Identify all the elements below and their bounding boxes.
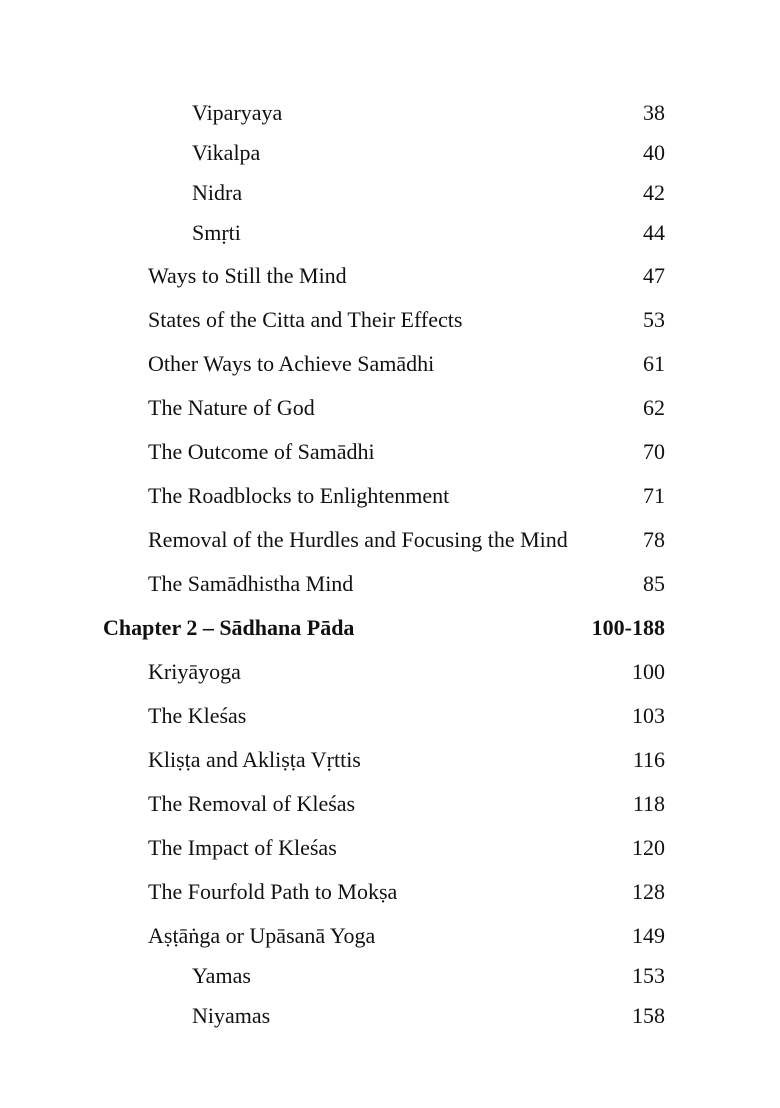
toc-entry bbox=[0, 393, 780, 423]
toc-entry bbox=[0, 218, 780, 248]
toc-entry-title: The Removal of Kleśas bbox=[148, 791, 356, 816]
toc-entry-page: 103 bbox=[632, 703, 665, 728]
toc-entry-title: The Outcome of Samādhi bbox=[148, 439, 375, 464]
toc-entry bbox=[0, 305, 780, 335]
toc-entry-page: 44 bbox=[643, 220, 665, 245]
toc-entry-page: 78 bbox=[643, 527, 665, 552]
toc-entry-page: 61 bbox=[643, 351, 665, 376]
toc-entry bbox=[0, 961, 780, 991]
toc-entry-title: Removal of the Hurdles and Focusing the Mind bbox=[148, 527, 568, 552]
toc-entry bbox=[0, 569, 780, 599]
toc-entry-title: The Kleśas bbox=[148, 703, 247, 728]
toc-entry bbox=[0, 877, 780, 907]
toc-entry-page: 120 bbox=[632, 835, 665, 860]
toc-entry-title: Viparyaya bbox=[192, 100, 283, 125]
toc-entry-page: 47 bbox=[643, 263, 665, 288]
toc-chapter-heading bbox=[0, 613, 780, 643]
toc-entry-page: 153 bbox=[632, 963, 665, 988]
toc-entry-page: 118 bbox=[632, 791, 665, 816]
toc-entry-title: The Samādhistha Mind bbox=[148, 571, 354, 596]
toc-entry bbox=[0, 261, 780, 291]
toc-entry bbox=[0, 525, 780, 555]
toc-entry-title: Vikalpa bbox=[192, 140, 261, 165]
toc-entry bbox=[0, 833, 780, 863]
toc-entry-page: 53 bbox=[643, 307, 665, 332]
toc-entry-page: 128 bbox=[632, 879, 665, 904]
toc-entry-page: 40 bbox=[643, 140, 665, 165]
toc-entry bbox=[0, 1001, 780, 1031]
toc-entry bbox=[0, 921, 780, 951]
toc-entry bbox=[0, 437, 780, 467]
toc-entry-title: Kriyāyoga bbox=[148, 659, 241, 684]
toc-entry-page: 85 bbox=[643, 571, 665, 596]
toc-entry-page: 42 bbox=[643, 180, 665, 205]
toc-entry-title: Ways to Still the Mind bbox=[148, 263, 347, 288]
toc-entry-title: Kliṣṭa and Akliṣṭa Vṛttis bbox=[148, 747, 361, 772]
toc-entry-title: Other Ways to Achieve Samādhi bbox=[148, 351, 435, 376]
toc-entry bbox=[0, 701, 780, 731]
toc-entry-page: 149 bbox=[632, 923, 665, 948]
toc-entry-page: 158 bbox=[632, 1003, 665, 1028]
toc-entry-title: The Fourfold Path to Mokṣa bbox=[148, 879, 398, 904]
toc-entry-page: 62 bbox=[643, 395, 665, 420]
toc-entry-page: 38 bbox=[643, 100, 665, 125]
toc-entry-title: Smṛti bbox=[192, 220, 241, 245]
toc-entry bbox=[0, 745, 780, 775]
toc-entry bbox=[0, 481, 780, 511]
toc-entry bbox=[0, 657, 780, 687]
toc-entry bbox=[0, 789, 780, 819]
toc-entry-page: 71 bbox=[643, 483, 665, 508]
toc-entry-title: Niyamas bbox=[192, 1003, 271, 1028]
toc-entry-title: States of the Citta and Their Effects bbox=[148, 307, 463, 332]
toc-entry bbox=[0, 349, 780, 379]
toc-entry-title: The Nature of God bbox=[148, 395, 315, 420]
toc-entry-title: Yamas bbox=[192, 963, 251, 988]
toc-entry bbox=[0, 98, 780, 128]
toc-entry bbox=[0, 138, 780, 168]
toc-entry-page: 100-188 bbox=[591, 615, 665, 640]
toc-entry-title: The Impact of Kleśas bbox=[148, 835, 337, 860]
toc-entry-page: 70 bbox=[643, 439, 665, 464]
toc-entry bbox=[0, 178, 780, 208]
toc-entry-page: 100 bbox=[632, 659, 665, 684]
toc-entry-page: 116 bbox=[632, 747, 665, 772]
toc-entry-title: Nidra bbox=[192, 180, 243, 205]
toc-entry-title: Chapter 2 – Sādhana Pāda bbox=[103, 615, 355, 640]
toc-entry-title: The Roadblocks to Enlightenment bbox=[148, 483, 450, 508]
toc-entry-title: Aṣṭāṅga or Upāsanā Yoga bbox=[148, 923, 376, 948]
